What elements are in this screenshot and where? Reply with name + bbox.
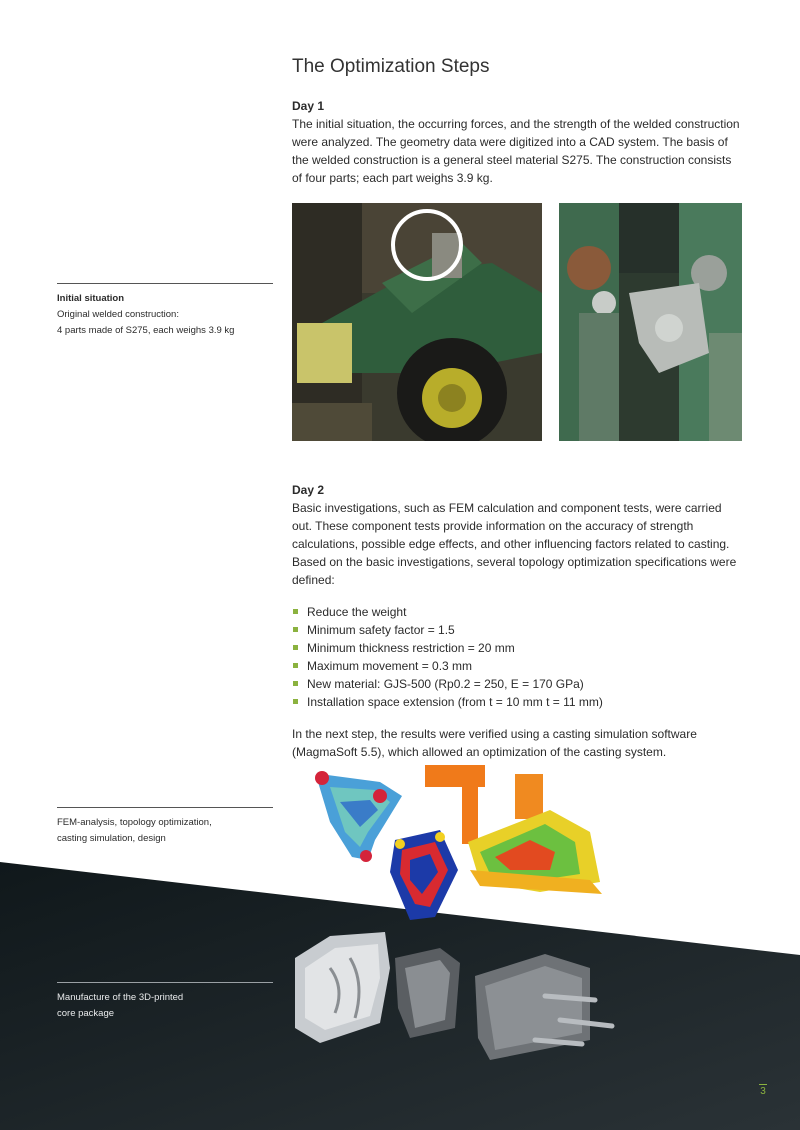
caption-fem-line1: FEM-analysis, topology optimization, bbox=[57, 817, 212, 828]
page-title: The Optimization Steps bbox=[292, 56, 490, 77]
list-item: Minimum safety factor = 1.5 bbox=[292, 621, 742, 639]
list-item: Minimum thickness restriction = 20 mm bbox=[292, 639, 742, 657]
day1-text: The initial situation, the occurring forces, and the strength of the welded construction were analyzed. The geometry data were digitized into a CAD system. The basis of the welded construction is a general steel material S275. The construction consists of four parts; each part weighs 3.9 kg. bbox=[292, 117, 740, 185]
caption-initial-title: Initial situation bbox=[57, 293, 125, 304]
caption-initial-situation bbox=[57, 283, 273, 339]
caption-initial-line2: 4 parts made of S275, each weighs 3.9 kg bbox=[57, 325, 235, 336]
fem-simulation-illustration bbox=[290, 762, 615, 932]
caption-core-package bbox=[57, 982, 273, 1022]
day2-intro: Basic investigations, such as FEM calculation and component tests, were carried out. These component tests provide information on the accuracy of strength calculations, possible edge effects, and other influencing factors related to casting. Based on the basic investigations, several topology optimization specifications were defined: bbox=[292, 501, 737, 587]
list-item: Maximum movement = 0.3 mm bbox=[292, 657, 742, 675]
bullet-square-icon bbox=[293, 609, 298, 614]
page-number: 3 bbox=[760, 1086, 766, 1097]
day2-heading: Day 2 bbox=[292, 483, 325, 497]
caption-fem-analysis bbox=[57, 807, 273, 847]
bullet-square-icon bbox=[293, 699, 298, 704]
bracket-closeup-photo bbox=[559, 203, 742, 441]
core-package-illustration bbox=[290, 928, 620, 1068]
list-item: Installation space extension (from t = 10 mm t = 11 mm) bbox=[292, 693, 742, 711]
caption-core-line2: core package bbox=[57, 1008, 115, 1019]
caption-fem-line2: casting simulation, design bbox=[57, 833, 166, 844]
day1-heading: Day 1 bbox=[292, 99, 325, 113]
bullet-square-icon bbox=[293, 645, 298, 650]
day2-closing: In the next step, the results were verified using a casting simulation software (MagmaSoft 5.5), which allowed an optimization of the casting system. bbox=[292, 727, 697, 759]
caption-initial-line1: Original welded construction: bbox=[57, 309, 179, 320]
bullet-square-icon bbox=[293, 627, 298, 632]
specifications-list bbox=[292, 603, 742, 711]
list-item: Reduce the weight bbox=[292, 603, 742, 621]
caption-core-line1: Manufacture of the 3D-printed bbox=[57, 992, 184, 1003]
list-item: New material: GJS-500 (Rp0.2 = 250, E = 170 GPa) bbox=[292, 675, 742, 693]
bullet-square-icon bbox=[293, 681, 298, 686]
day2-section bbox=[292, 481, 742, 761]
bullet-square-icon bbox=[293, 663, 298, 668]
day1-section bbox=[292, 97, 742, 187]
tractor-photo bbox=[292, 203, 542, 441]
